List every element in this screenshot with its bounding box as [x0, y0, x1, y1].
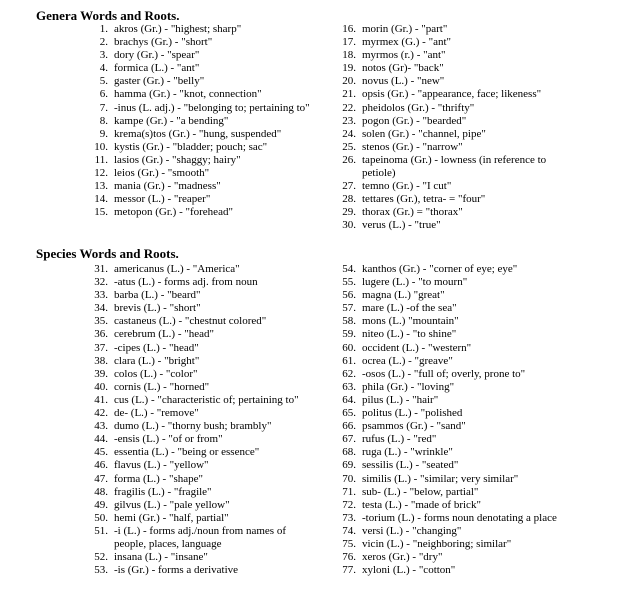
item-text: occident (L.) - "western"	[362, 341, 472, 354]
item-number: 46.	[94, 459, 108, 472]
species-list-left	[88, 263, 299, 577]
item-number: 55.	[342, 276, 356, 289]
item-number: 17.	[342, 36, 356, 49]
item-text: sessilis (L.) - "seated"	[362, 459, 459, 472]
list-item	[336, 381, 557, 394]
list-item	[88, 420, 299, 433]
item-number: 66.	[342, 420, 356, 433]
genera-heading: Genera Words and Roots.	[36, 8, 180, 23]
list-item	[88, 62, 310, 75]
list-item	[88, 88, 310, 101]
list-item	[336, 525, 557, 538]
list-item	[88, 433, 299, 446]
list-item	[88, 486, 299, 499]
item-number: 33.	[94, 289, 108, 302]
item-text: cus (L.) - "characteristic of; pertaining to"	[114, 393, 299, 406]
list-item	[336, 407, 557, 420]
list-item	[336, 302, 557, 315]
item-text: essentia (L.) - "being or essence"	[114, 446, 260, 459]
item-number: 52.	[94, 551, 108, 564]
item-number: 15.	[94, 206, 108, 219]
item-text: metopon (Gr.) - "forehead"	[114, 206, 233, 219]
list-item	[336, 102, 546, 115]
list-item	[88, 302, 299, 315]
item-text: thorax (Gr.) = "thorax"	[362, 206, 463, 219]
item-text: vicin (L.) - "neighboring; similar"	[362, 537, 512, 550]
item-number: 5.	[99, 75, 108, 88]
item-text: americanus (L.) - "America"	[114, 263, 240, 275]
item-number: 37.	[94, 341, 108, 354]
item-number: 64.	[342, 393, 356, 406]
item-number: 67.	[342, 433, 356, 446]
item-text: xyloni (L.) - "cotton"	[362, 564, 456, 577]
item-text: pilus (L.) - "hair"	[362, 393, 439, 406]
list-item	[88, 167, 310, 180]
item-text: hemi (Gr.) - "half, partial"	[114, 511, 229, 524]
item-number: 48.	[94, 485, 108, 498]
list-item	[88, 128, 310, 141]
item-number: 62.	[342, 367, 356, 380]
list-item	[88, 459, 299, 472]
item-text: myrmos (r.) - "ant"	[362, 49, 446, 62]
item-text: gilvus (L.) - "pale yellow"	[114, 498, 230, 511]
item-text: insana (L.) - "insane"	[114, 551, 208, 564]
item-text: niteo (L.) - "to shine"	[362, 328, 457, 341]
item-number: 14.	[94, 193, 108, 206]
item-number: 18.	[342, 49, 356, 62]
list-item	[336, 193, 546, 206]
list-item	[88, 328, 299, 341]
item-number: 21.	[342, 88, 356, 101]
list-item	[336, 433, 557, 446]
item-text: mons (L.) "mountain"	[362, 315, 459, 328]
item-number: 19.	[342, 62, 356, 75]
item-number: 63.	[342, 380, 356, 393]
item-number: 13.	[94, 180, 108, 193]
item-number: 36.	[94, 328, 108, 341]
item-text: novus (L.) - "new"	[362, 75, 445, 88]
item-number: 60.	[342, 341, 356, 354]
item-number: 29.	[342, 206, 356, 219]
item-text: phila (Gr.) - "loving"	[362, 380, 455, 393]
item-text: mare (L.) -of the sea"	[362, 302, 457, 315]
list-item	[88, 342, 299, 355]
item-text: -ensis (L.) - "of or from"	[114, 433, 223, 446]
item-number: 7.	[99, 101, 108, 114]
list-item	[88, 75, 310, 88]
list-item	[88, 154, 310, 167]
item-text: temno (Gr.) - "I cut"	[362, 180, 452, 193]
item-number: 68.	[342, 446, 356, 459]
item-number: 61.	[342, 354, 356, 367]
list-item	[88, 180, 310, 193]
list-item	[88, 368, 299, 381]
list-item	[336, 446, 557, 459]
item-text: krema(s)tos (Gr.) - "hung, suspended"	[114, 127, 282, 140]
item-text: de- (L.) - "remove"	[114, 407, 199, 420]
item-text: pheidolos (Gr.) - "thrifty"	[362, 101, 475, 114]
item-number: 27.	[342, 180, 356, 193]
item-number: 35.	[94, 315, 108, 328]
item-text: stenos (Gr.) - "narrow"	[362, 140, 463, 153]
item-number: 24.	[342, 127, 356, 140]
item-number: 2.	[99, 36, 108, 49]
list-item	[88, 446, 299, 459]
item-number: 8.	[99, 114, 108, 127]
list-item	[88, 315, 299, 328]
list-item	[88, 564, 299, 577]
item-text: brevis (L.) - "short"	[114, 302, 201, 315]
item-text: colos (L.) - "color"	[114, 367, 198, 380]
item-number: 59.	[342, 328, 356, 341]
item-text: testa (L.) - "made of brick"	[362, 498, 481, 511]
item-number: 56.	[342, 289, 356, 302]
item-number: 23.	[342, 114, 356, 127]
item-text: gaster (Gr.) - "belly"	[114, 75, 205, 88]
item-number: 71.	[342, 485, 356, 498]
list-item	[88, 551, 299, 564]
item-number: 74.	[342, 524, 356, 537]
item-number: 53.	[94, 564, 108, 577]
list-item	[88, 49, 310, 62]
item-number: 3.	[99, 49, 108, 62]
item-number: 50.	[94, 511, 108, 524]
item-text: solen (Gr.) - "channel, pipe"	[362, 127, 486, 140]
list-item	[88, 289, 299, 302]
list-item	[336, 263, 557, 276]
list-item	[336, 115, 546, 128]
item-text: kystis (Gr.) - "bladder; pouch; sac"	[114, 140, 268, 153]
list-item	[336, 36, 546, 49]
item-text: notos (Gr)- "back"	[362, 62, 444, 75]
item-number: 10.	[94, 140, 108, 153]
item-number: 65.	[342, 407, 356, 420]
item-text: morin (Gr.) - "part"	[362, 23, 448, 35]
item-text: messor (L.) - "reaper"	[114, 193, 211, 206]
list-item	[336, 394, 557, 407]
item-text: brachys (Gr.) - "short"	[114, 36, 213, 49]
item-number: 72.	[342, 498, 356, 511]
list-item	[88, 355, 299, 368]
list-item	[88, 499, 299, 512]
list-item	[88, 115, 310, 128]
genera-list-left	[88, 23, 310, 219]
item-text: tapeinoma (Gr.) - lowness (in reference to petiole)	[362, 153, 547, 180]
item-text: formica (L.) - "ant"	[114, 62, 200, 75]
item-number: 47.	[94, 472, 108, 485]
item-text: dumo (L.) - "thorny bush; brambly"	[114, 420, 272, 433]
item-number: 76.	[342, 551, 356, 564]
item-number: 70.	[342, 472, 356, 485]
item-number: 69.	[342, 459, 356, 472]
item-text: clara (L.) - "bright"	[114, 354, 200, 367]
item-text: barba (L.) - "beard"	[114, 289, 201, 302]
item-text: similis (L.) - "similar; very similar"	[362, 472, 519, 485]
item-number: 38.	[94, 354, 108, 367]
item-text: lugere (L.) - "to mourn"	[362, 276, 468, 289]
item-text: xeros (Gr.) - "dry"	[362, 551, 443, 564]
item-number: 77.	[342, 564, 356, 577]
list-item	[336, 512, 557, 525]
item-number: 39.	[94, 367, 108, 380]
item-text: -i (L.) - forms adj./noun from names of people, places, language	[114, 524, 286, 550]
list-item	[336, 62, 546, 75]
item-text: magna (L.) "great"	[362, 289, 445, 302]
list-item	[88, 276, 299, 289]
item-text: fragilis (L.) - "fragile"	[114, 485, 212, 498]
list-item	[336, 88, 546, 101]
item-text: ruga (L.) - "wrinkle"	[362, 446, 453, 459]
list-item	[88, 512, 299, 525]
list-item	[336, 180, 546, 193]
item-number: 44.	[94, 433, 108, 446]
item-text: castaneus (L.) - "chestnut colored"	[114, 315, 267, 328]
item-text: sub- (L.) - "below, partial"	[362, 485, 479, 498]
list-item	[336, 315, 557, 328]
list-item	[88, 394, 299, 407]
item-number: 16.	[342, 23, 356, 35]
item-text: cerebrum (L.) - "head"	[114, 328, 214, 341]
item-number: 73.	[342, 511, 356, 524]
list-item	[336, 355, 557, 368]
item-text: kampe (Gr.) - "a bending"	[114, 114, 229, 127]
item-text: flavus (L.) - "yellow"	[114, 459, 209, 472]
item-text: rufus (L.) - "red"	[362, 433, 437, 446]
item-number: 57.	[342, 302, 356, 315]
list-item	[336, 564, 557, 577]
list-item	[336, 276, 557, 289]
list-item	[336, 551, 557, 564]
list-item	[336, 328, 557, 341]
item-number: 49.	[94, 498, 108, 511]
item-number: 25.	[342, 140, 356, 153]
item-number: 1.	[99, 23, 108, 35]
list-item	[88, 141, 310, 154]
item-number: 51.	[94, 524, 108, 537]
list-item	[336, 486, 557, 499]
item-text: myrmex (G.) - "ant"	[362, 36, 452, 49]
item-number: 45.	[94, 446, 108, 459]
item-text: dory (Gr.) - "spear"	[114, 49, 200, 62]
list-item	[336, 368, 557, 381]
item-number: 32.	[94, 276, 108, 289]
list-item	[336, 75, 546, 88]
list-item	[336, 342, 557, 355]
species-list-right	[336, 263, 557, 577]
item-text: forma (L.) - "shape"	[114, 472, 203, 485]
item-number: 28.	[342, 193, 356, 206]
item-text: -atus (L.) - forms adj. from noun	[114, 276, 258, 289]
item-number: 75.	[342, 537, 356, 550]
list-item	[88, 407, 299, 420]
item-number: 30.	[342, 219, 356, 232]
item-text: psammos (Gr.) - "sand"	[362, 420, 466, 433]
item-number: 31.	[94, 263, 108, 275]
list-item	[88, 23, 310, 36]
item-number: 11.	[94, 153, 108, 166]
list-item	[88, 36, 310, 49]
list-item	[336, 49, 546, 62]
list-item	[88, 525, 299, 551]
item-number: 54.	[342, 263, 356, 275]
item-number: 58.	[342, 315, 356, 328]
item-number: 26.	[342, 153, 356, 166]
item-text: versi (L.) - "changing"	[362, 524, 462, 537]
list-item	[336, 206, 546, 219]
item-number: 12.	[94, 167, 108, 180]
item-text: akros (Gr.) - "highest; sharp"	[114, 23, 242, 35]
item-number: 34.	[94, 302, 108, 315]
item-number: 42.	[94, 407, 108, 420]
item-text: opsis (Gr.) - "appearance, face; likeness"	[362, 88, 542, 101]
genera-list-right	[336, 23, 546, 233]
item-number: 9.	[99, 127, 108, 140]
list-item	[88, 263, 299, 276]
list-item	[336, 473, 557, 486]
item-number: 41.	[94, 393, 108, 406]
list-item	[336, 538, 557, 551]
item-number: 43.	[94, 420, 108, 433]
item-text: -is (Gr.) - forms a derivative	[114, 564, 239, 577]
list-item	[336, 154, 546, 180]
item-number: 22.	[342, 101, 356, 114]
item-text: lasios (Gr.) - "shaggy; hairy"	[114, 153, 241, 166]
list-item	[336, 289, 557, 302]
item-text: -osos (L.) - "full of; overly, prone to"	[362, 367, 526, 380]
item-text: -inus (L. adj.) - "belonging to; pertaining to"	[114, 101, 310, 114]
item-number: 40.	[94, 380, 108, 393]
item-text: -torium (L.) - forms noun denotating a place	[362, 511, 557, 524]
item-text: cornis (L.) - "horned"	[114, 380, 210, 393]
species-heading: Species Words and Roots.	[36, 246, 179, 261]
item-text: pogon (Gr.) - "bearded"	[362, 114, 467, 127]
list-item	[336, 23, 546, 36]
list-item	[336, 128, 546, 141]
item-number: 20.	[342, 75, 356, 88]
list-item	[336, 141, 546, 154]
item-text: hamma (Gr.) - "knot, connection"	[114, 88, 262, 101]
list-item	[88, 193, 310, 206]
list-item	[336, 459, 557, 472]
item-number: 6.	[99, 88, 108, 101]
item-text: verus (L.) - "true"	[362, 219, 441, 232]
item-text: mania (Gr.) - "madness"	[114, 180, 221, 193]
item-text: politus (L.) - "polished	[362, 407, 463, 420]
item-text: leios (Gr.) - "smooth"	[114, 167, 210, 180]
list-item	[88, 102, 310, 115]
item-text: -cipes (L.) - "head"	[114, 341, 199, 354]
list-item	[88, 206, 310, 219]
item-text: kanthos (Gr.) - "corner of eye; eye"	[362, 263, 518, 275]
list-item	[88, 381, 299, 394]
list-item	[336, 420, 557, 433]
list-item	[336, 219, 546, 232]
item-text: tettares (Gr.), tetra- = "four"	[362, 193, 486, 206]
item-number: 4.	[99, 62, 108, 75]
item-text: ocrea (L.) - "greave"	[362, 354, 453, 367]
list-item	[336, 499, 557, 512]
list-item	[88, 473, 299, 486]
